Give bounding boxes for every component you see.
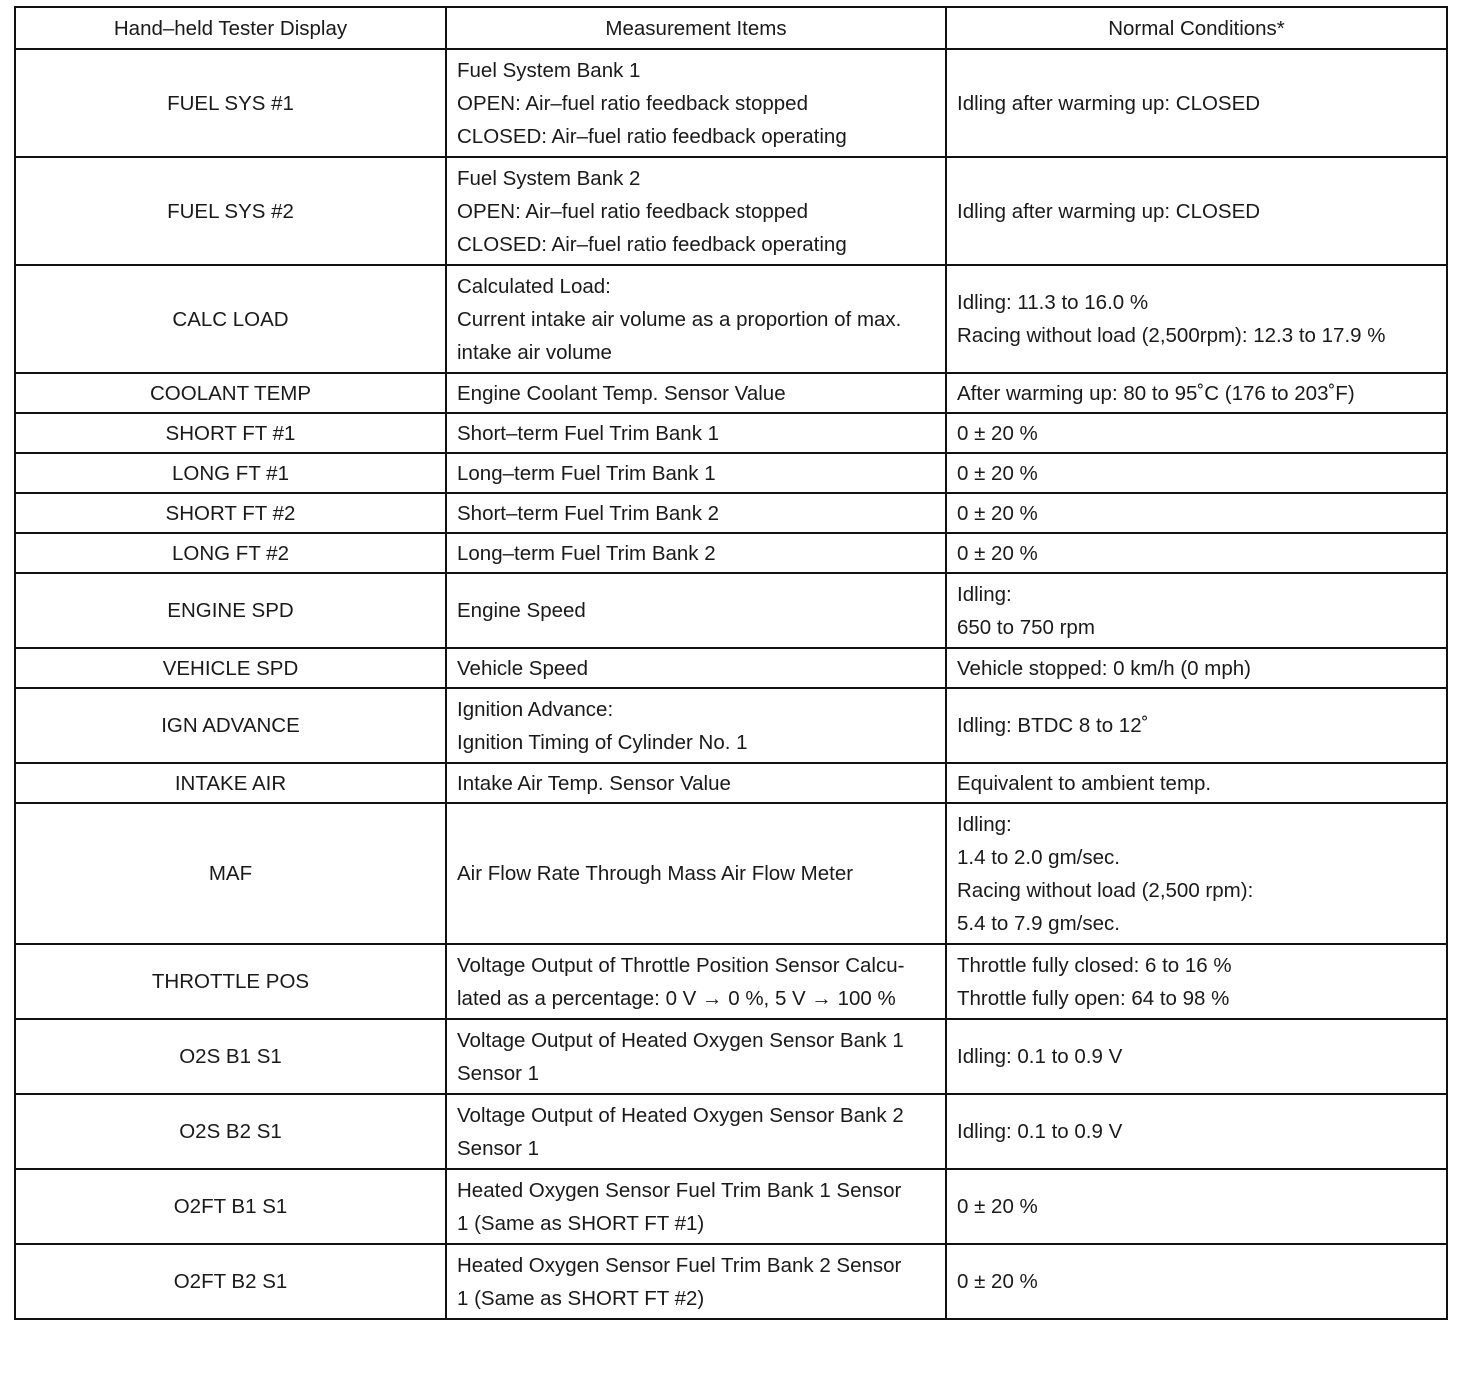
normal-condition-line: 0 ± 20 % [957,541,1038,565]
normal-condition-cell [946,1244,1447,1319]
normal-condition-line: Idling: [957,582,1012,606]
measurement-item-line: Intake Air Temp. Sensor Value [457,771,731,795]
tester-display-cell [15,157,446,265]
measurement-item-cell [446,1019,946,1094]
tester-display-text: INTAKE AIR [174,771,287,795]
measurement-item-line: Fuel System Bank 2 [457,166,641,190]
tester-display-text: LONG FT #2 [172,541,289,565]
table-row [15,763,1447,803]
measurement-item-line: Voltage Output of Heated Oxygen Sensor Bank 2 [457,1103,904,1127]
table-row [15,413,1447,453]
normal-condition-cell [946,413,1447,453]
tester-display-cell [15,1094,446,1169]
measurement-item-line: Engine Coolant Temp. Sensor Value [457,381,786,405]
normal-condition-cell [946,573,1447,648]
normal-condition-cell [946,1019,1447,1094]
measurement-item-line: Long–term Fuel Trim Bank 2 [457,541,716,565]
normal-condition-line: 0 ± 20 % [957,461,1038,485]
measurement-item-cell [446,453,946,493]
measurement-item-line: CLOSED: Air–fuel ratio feedback operating [457,232,847,256]
measurement-item-line: 1 (Same as SHORT FT #1) [457,1211,705,1235]
tester-display-cell [15,944,446,1019]
table-row [15,265,1447,373]
table-row [15,573,1447,648]
measurement-item-line: Long–term Fuel Trim Bank 1 [457,461,716,485]
normal-condition-cell [946,944,1447,1019]
tester-display-text: SHORT FT #2 [165,501,296,525]
tester-display-text: LONG FT #1 [172,461,289,485]
measurement-item-line: Voltage Output of Heated Oxygen Sensor Bank 1 [457,1028,904,1052]
measurement-item-line: Ignition Timing of Cylinder No. 1 [457,730,748,754]
tester-display-cell [15,49,446,157]
normal-condition-line: Throttle fully open: 64 to 98 % [957,986,1230,1010]
measurement-item-line: lated as a percentage: 0 V → 0 %, 5 V → 100 % [457,986,896,1010]
normal-condition-line: Idling after warming up: CLOSED [957,199,1261,223]
normal-condition-cell [946,49,1447,157]
measurement-item-line: Engine Speed [457,599,586,622]
normal-condition-line: Throttle fully closed: 6 to 16 % [957,953,1232,977]
table-row [15,157,1447,265]
normal-condition-cell [946,803,1447,944]
measurement-item-cell [446,573,946,648]
normal-condition-line: Idling after warming up: CLOSED [957,91,1261,115]
normal-condition-line: Racing without load (2,500 rpm): [957,878,1254,902]
tester-display-text: FUEL SYS #2 [167,199,294,223]
tester-display-cell [15,373,446,413]
measurement-item-line: Vehicle Speed [457,656,589,680]
tester-display-cell [15,533,446,573]
measurement-item-cell [446,648,946,688]
measurement-item-line: intake air volume [457,340,612,364]
measurement-item-cell [446,944,946,1019]
measurement-item-cell [446,413,946,453]
normal-condition-line: 0 ± 20 % [957,1195,1038,1218]
tester-display-text: CALC LOAD [172,307,289,331]
measurement-item-line: OPEN: Air–fuel ratio feedback stopped [457,91,808,115]
tester-display-cell [15,803,446,944]
measurement-item-cell [446,1244,946,1319]
tester-display-text: ENGINE SPD [167,599,294,622]
tester-display-text: O2FT B2 S1 [173,1270,288,1293]
header-tester-display: Hand–held Tester Display [15,7,446,49]
table-row [15,453,1447,493]
tester-display-text: COOLANT TEMP [150,381,311,405]
data-list-table [14,6,1448,1320]
normal-condition-line: 650 to 750 rpm [957,615,1095,639]
measurement-item-line: Current intake air volume as a proportion of max. [457,307,902,331]
measurement-item-cell [446,157,946,265]
header-measurement-items: Measurement Items [446,7,946,49]
measurement-item-line: Calculated Load: [457,274,611,298]
normal-condition-cell [946,493,1447,533]
normal-condition-line: 0 ± 20 % [957,1270,1038,1293]
tester-display-text: MAF [208,862,253,885]
measurement-item-line: Air Flow Rate Through Mass Air Flow Meter [457,862,854,885]
normal-condition-line: 5.4 to 7.9 gm/sec. [957,911,1120,935]
table-row [15,493,1447,533]
normal-condition-cell [946,648,1447,688]
measurement-item-line: Ignition Advance: [457,697,614,721]
table-row [15,533,1447,573]
measurement-item-cell [446,1169,946,1244]
tester-display-text: IGN ADVANCE [161,714,300,737]
normal-condition-cell [946,763,1447,803]
normal-condition-line: Vehicle stopped: 0 km/h (0 mph) [957,656,1251,680]
normal-condition-cell [946,453,1447,493]
table-row [15,1169,1447,1244]
tester-display-text: SHORT FT #1 [165,421,296,445]
normal-condition-line: Racing without load (2,500rpm): 12.3 to 17.9 % [957,324,1386,347]
table-row [15,49,1447,157]
table-row [15,1019,1447,1094]
normal-condition-line: 1.4 to 2.0 gm/sec. [957,845,1120,869]
measurement-item-cell [446,373,946,413]
normal-condition-line: Equivalent to ambient temp. [957,771,1212,795]
measurement-item-line: Short–term Fuel Trim Bank 2 [457,501,720,525]
tester-display-text: O2S B1 S1 [179,1045,282,1068]
measurement-item-line: CLOSED: Air–fuel ratio feedback operating [457,124,847,148]
table-row [15,648,1447,688]
normal-condition-line: 0 ± 20 % [957,421,1038,445]
table-row [15,803,1447,944]
table-row [15,1244,1447,1319]
tester-display-cell [15,265,446,373]
measurement-item-line: Short–term Fuel Trim Bank 1 [457,421,720,445]
normal-condition-line: Idling: 0.1 to 0.9 V [957,1120,1123,1143]
tester-display-text: THROTTLE POS [151,970,310,993]
normal-condition-line: Idling: BTDC 8 to 12˚ [957,714,1149,737]
table-row [15,373,1447,413]
tester-display-text: VEHICLE SPD [162,656,299,680]
tester-display-text: O2S B2 S1 [179,1120,282,1143]
normal-condition-line: After warming up: 80 to 95˚C (176 to 203˚F) [957,381,1355,405]
normal-condition-cell [946,1169,1447,1244]
tester-display-cell [15,648,446,688]
tester-display-text: FUEL SYS #1 [167,91,294,115]
normal-condition-cell [946,265,1447,373]
normal-condition-cell [946,533,1447,573]
tester-display-text: O2FT B1 S1 [173,1195,288,1218]
table-row [15,1094,1447,1169]
normal-condition-line: Idling: [957,812,1012,836]
measurement-item-line: Heated Oxygen Sensor Fuel Trim Bank 1 Sensor [457,1178,902,1202]
table-row [15,944,1447,1019]
tester-display-cell [15,763,446,803]
measurement-item-cell [446,1094,946,1169]
tester-display-cell [15,1244,446,1319]
tester-display-cell [15,413,446,453]
normal-condition-cell [946,373,1447,413]
normal-condition-cell [946,1094,1447,1169]
measurement-item-cell [446,803,946,944]
measurement-item-cell [446,49,946,157]
measurement-item-line: Heated Oxygen Sensor Fuel Trim Bank 2 Sensor [457,1253,902,1277]
tester-display-cell [15,573,446,648]
tester-display-cell [15,1169,446,1244]
table-row [15,688,1447,763]
tester-display-cell [15,688,446,763]
measurement-item-cell [446,493,946,533]
measurement-item-line: Fuel System Bank 1 [457,58,641,82]
measurement-item-cell [446,688,946,763]
normal-condition-line: 0 ± 20 % [957,501,1038,525]
header-row [15,7,1447,49]
measurement-item-line: Sensor 1 [457,1061,540,1085]
normal-condition-cell [946,157,1447,265]
tester-display-cell [15,493,446,533]
measurement-item-line: OPEN: Air–fuel ratio feedback stopped [457,199,808,223]
header-normal-conditions: Normal Conditions* [946,7,1447,49]
measurement-item-line: 1 (Same as SHORT FT #2) [457,1286,705,1310]
measurement-item-cell [446,533,946,573]
measurement-item-line: Voltage Output of Throttle Position Sensor Calcu- [457,953,905,977]
measurement-item-cell [446,763,946,803]
normal-condition-cell [946,688,1447,763]
tester-display-cell [15,453,446,493]
measurement-item-line: Sensor 1 [457,1136,540,1160]
normal-condition-line: Idling: 11.3 to 16.0 % [957,291,1149,314]
normal-condition-line: Idling: 0.1 to 0.9 V [957,1045,1123,1068]
tester-display-cell [15,1019,446,1094]
measurement-item-cell [446,265,946,373]
